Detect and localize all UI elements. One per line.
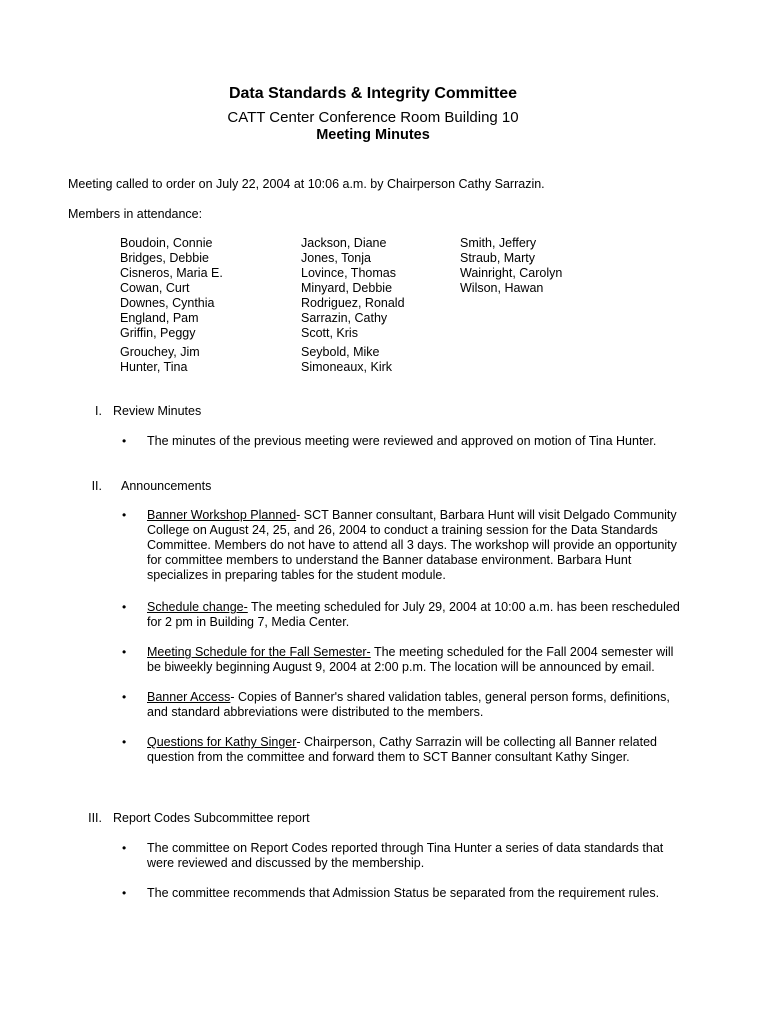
bullet-icon: • — [122, 508, 127, 522]
section-heading-report-codes: Report Codes Subcommittee report — [113, 811, 310, 825]
section-number: III. — [88, 811, 102, 825]
member-name: Smith, Jeffery — [460, 236, 537, 250]
member-name: Bridges, Debbie — [120, 251, 209, 265]
bullet-label: Meeting Schedule for the Fall Semester- — [147, 645, 371, 659]
members-column-2 — [301, 236, 405, 375]
member-name: Downes, Cynthia — [120, 296, 215, 310]
member-name: Simoneaux, Kirk — [301, 360, 393, 374]
member-name: Minyard, Debbie — [301, 281, 393, 295]
bullet-text: The committee recommends that Admission Status be separated from the requirement rules. — [147, 886, 660, 900]
document-title: Data Standards & Integrity Committee — [228, 85, 518, 102]
member-name: Sarrazin, Cathy — [301, 311, 388, 325]
bullet-icon: • — [122, 886, 127, 900]
member-name: Boudoin, Connie — [120, 236, 213, 250]
member-name: Scott, Kris — [301, 326, 358, 340]
bullet-text: The meeting scheduled for July 29, 2004 at 10:00 a.m. has been rescheduled for 2 pm in Building 7, Media Center. — [147, 600, 680, 629]
bullet-text: The committee on Report Codes reported through Tina Hunter a series of data standards that were reviewed and discussed by the membership. — [147, 841, 664, 870]
document-type: Meeting Minutes — [316, 127, 430, 143]
meeting-location: CATT Center Conference Room Building 10 — [227, 109, 519, 126]
bullet-text: - Chairperson, Cathy Sarrazin will be collecting all Banner related question from the committee and forward them to SCT Banner consultant Kathy Singer. — [147, 735, 657, 764]
bullet-text: - SCT Banner consultant, Barbara Hunt will visit Delgado Community College on August 24, 25, and 26, 2004 to conduct a training session for the Data Standards Committee. Members do not have to attend all 3 days. The workshop will provide an opportunity for committee members to understand the Banner database environment. Barbara Hunt specializes in preparing tables for the student module. — [147, 508, 677, 582]
call-to-order: Meeting called to order on July 22, 2004 at 10:06 a.m. by Chairperson Cathy Sarrazin. — [68, 177, 545, 191]
bullet-label: Banner Access — [147, 690, 231, 704]
bullet-icon: • — [122, 645, 127, 659]
member-name: Wilson, Hawan — [460, 281, 544, 295]
member-name: Jackson, Diane — [301, 236, 387, 250]
member-name: Lovince, Thomas — [301, 266, 396, 280]
section-heading-announcements: Announcements — [121, 479, 212, 493]
member-name: England, Pam — [120, 311, 199, 325]
member-name: Wainright, Carolyn — [460, 266, 563, 280]
member-name: Jones, Tonja — [301, 251, 371, 265]
member-name: Seybold, Mike — [301, 345, 380, 359]
bullet-text: The meeting scheduled for the Fall 2004 semester will be biweekly beginning August 9, 2004 at 2:00 p.m. The location will be announced by email. — [147, 645, 674, 674]
member-name: Grouchey, Jim — [120, 345, 200, 359]
members-column-3 — [460, 236, 562, 296]
member-name: Rodriguez, Ronald — [301, 296, 405, 310]
bullet-text: - Copies of Banner's shared validation tables, general person forms, definitions, and standard abbreviations were distributed to the members. — [147, 690, 670, 719]
bullet-label: Banner Workshop Planned — [147, 508, 297, 522]
bullet-label: Schedule change- — [147, 600, 248, 614]
members-column-1 — [120, 236, 223, 375]
bullet-icon: • — [122, 600, 127, 614]
bullet-icon: • — [122, 690, 127, 704]
member-name: Griffin, Peggy — [120, 326, 196, 340]
section-number: II. — [91, 479, 102, 493]
bullet-text: The minutes of the previous meeting were reviewed and approved on motion of Tina Hunter. — [147, 434, 657, 448]
section-heading-review-minutes: Review Minutes — [113, 404, 202, 418]
bullet-icon: • — [122, 434, 127, 448]
section-number: I. — [95, 404, 102, 418]
member-name: Hunter, Tina — [120, 360, 188, 374]
member-name: Straub, Marty — [460, 251, 536, 265]
bullet-icon: • — [122, 841, 127, 855]
member-name: Cisneros, Maria E. — [120, 266, 223, 280]
member-name: Cowan, Curt — [120, 281, 190, 295]
bullet-label: Questions for Kathy Singer — [147, 735, 297, 749]
members-label: Members in attendance: — [68, 207, 203, 221]
bullet-icon: • — [122, 735, 127, 749]
